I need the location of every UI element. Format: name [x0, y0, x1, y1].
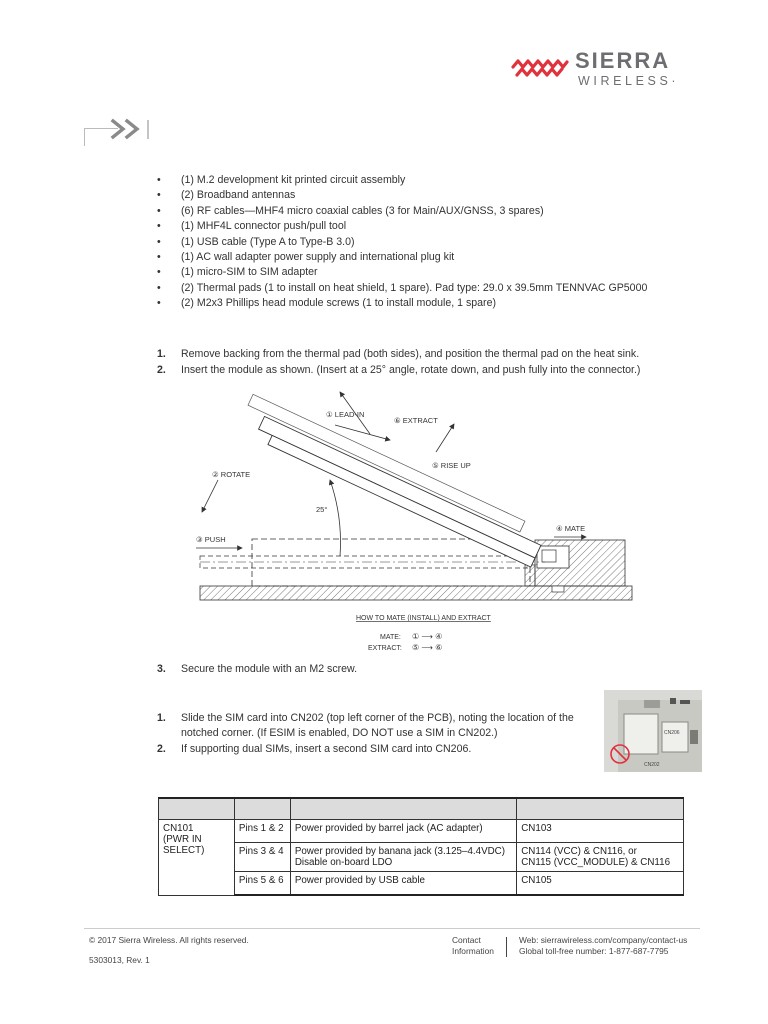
contact-phone: Global toll-free number: 1-877-687-7795	[519, 946, 669, 956]
description-line: Disable on-board LDO	[294, 857, 393, 868]
jumper-table	[158, 797, 684, 896]
table-row	[159, 820, 684, 843]
list-item: • (2) M2x3 Phillips head module screws (1 to install module, 1 spare)	[157, 296, 647, 311]
sim-photo-label: CN202	[644, 762, 660, 768]
table-header-cell	[517, 798, 684, 820]
contact-label: Contact	[452, 935, 481, 945]
header-rule	[84, 128, 85, 146]
angle-label: 25°	[316, 505, 328, 514]
description-cell	[290, 872, 516, 896]
list-item: • (6) RF cables—MHF4 micro coaxial cables (3 for Main/AUX/GNSS, 3 spares)	[157, 204, 647, 219]
step-text-line: notched corner. (If ESIM is enabled, DO NOT use a SIM in CN202.)	[181, 727, 498, 739]
step-text: Secure the module with an M2 screw.	[181, 663, 358, 675]
sierra-wireless-logo-mark	[511, 53, 569, 83]
lead-in-label: ① LEAD-IN	[326, 410, 365, 419]
logo-wordmark: SIERRA	[575, 48, 671, 73]
list-item: • (1) USB cable (Type A to Type-B 3.0)	[157, 235, 647, 250]
description-line: Power provided by USB cable	[294, 875, 425, 886]
install-step-1	[157, 347, 697, 362]
step-text-line: Slide the SIM card into CN202 (top left corner of the PCB), noting the location of the	[181, 712, 574, 724]
kit-contents-list	[157, 173, 647, 312]
description-cell	[290, 843, 516, 872]
legend-mate-sequence: ① ⟶ ④	[412, 632, 443, 641]
footer-rule	[84, 928, 700, 929]
push-label: ③ PUSH	[196, 535, 226, 544]
table-header-cell	[159, 798, 235, 820]
sim-step-2	[157, 742, 602, 757]
connector-cell	[517, 820, 684, 843]
list-item: • (1) M.2 development kit printed circuit assembly	[157, 173, 647, 188]
connector-line: CN105	[521, 875, 552, 886]
table-header-cell	[234, 798, 290, 820]
step-text: Remove backing from the thermal pad (both sides), and position the thermal pad on the heat sink.	[181, 348, 640, 360]
connector-cell	[517, 872, 684, 896]
legend-mate-label: MATE:	[380, 634, 401, 641]
jumper-line: CN101	[163, 823, 194, 834]
legend-extract-sequence: ⑤ ⟶ ⑥	[412, 643, 443, 652]
jumper-line: SELECT)	[163, 845, 205, 856]
list-item: • (2) Thermal pads (1 to install on heat shield, 1 spare). Pad type: 29.0 x 39.5mm TENNVAC GP5000	[157, 281, 647, 296]
table-row	[159, 843, 684, 872]
extract-label: ⑥ EXTRACT	[394, 416, 438, 425]
jumper-cell	[159, 820, 235, 896]
step-text: Insert the module as shown. (Insert at a 25° angle, rotate down, and push fully into the connector.)	[181, 364, 641, 376]
list-item: • (1) micro-SIM to SIM adapter	[157, 265, 647, 280]
table-header-cell	[290, 798, 516, 820]
table-row	[159, 872, 684, 896]
pins-cell: Pins 1 & 2	[234, 820, 290, 843]
description-line: Power provided by barrel jack (AC adapter)	[294, 823, 483, 834]
double-chevron-icon	[110, 118, 158, 140]
list-item: • (1) AC wall adapter power supply and international plug kit	[157, 250, 647, 265]
step-number: 2.	[157, 364, 166, 376]
jumper-line: (PWR IN	[163, 834, 202, 845]
contact-web-link[interactable]: Web: sierrawireless.com/company/contact-us	[519, 935, 688, 945]
list-item: • (1) MHF4L connector push/pull tool	[157, 219, 647, 234]
legend-extract-label: EXTRACT:	[368, 645, 402, 652]
sim-step-1	[157, 711, 602, 741]
description-cell	[290, 820, 516, 843]
diagram-caption: HOW TO MATE (INSTALL) AND EXTRACT	[356, 615, 491, 622]
step-number: 1.	[157, 712, 166, 724]
document-number: 5303013, Rev. 1	[89, 955, 150, 965]
step-number: 3.	[157, 663, 166, 675]
list-item: • (2) Broadband antennas	[157, 188, 647, 203]
module-insertion-diagram	[190, 380, 640, 655]
rise-up-label: ⑤ RISE UP	[432, 461, 471, 470]
footer-separator	[506, 937, 507, 957]
connector-line: CN103	[521, 823, 552, 834]
step-number: 1.	[157, 348, 166, 360]
connector-line: CN115 (VCC_MODULE) & CN116	[521, 857, 671, 868]
copyright: © 2017 Sierra Wireless. All rights reserved.	[89, 935, 249, 945]
table-header-row	[159, 798, 684, 820]
sim-slot-photo	[604, 690, 702, 772]
rotate-label: ② ROTATE	[212, 470, 251, 479]
sim-photo-label: CN206	[664, 730, 680, 736]
contact-label: Information	[452, 946, 494, 956]
connector-line: CN114 (VCC) & CN116, or	[521, 846, 637, 857]
install-step-3	[157, 662, 697, 677]
logo-subtitle: WIRELESS·	[578, 74, 680, 88]
pins-cell: Pins 3 & 4	[234, 843, 290, 872]
step-text: If supporting dual SIMs, insert a second SIM card into CN206.	[181, 743, 472, 755]
mate-label: ④ MATE	[556, 524, 586, 533]
connector-cell	[517, 843, 684, 872]
description-line: Power provided by banana jack (3.125–4.4VDC)	[294, 846, 506, 857]
step-number: 2.	[157, 743, 166, 755]
install-step-2	[157, 363, 697, 378]
pins-cell: Pins 5 & 6	[234, 872, 290, 896]
